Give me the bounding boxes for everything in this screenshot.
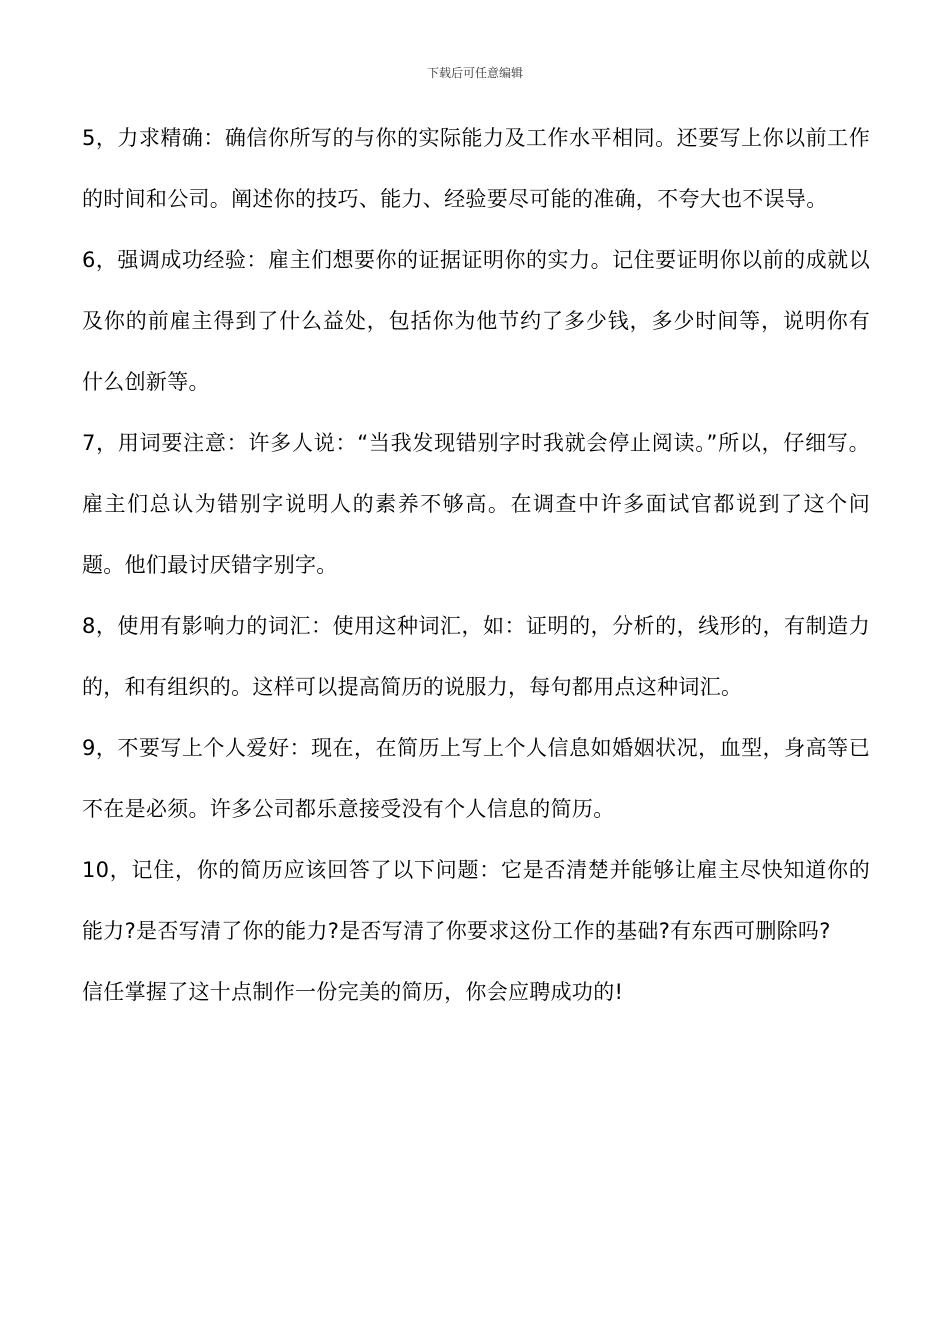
paragraph-tip-7: 7，用词要注意：许多人说：“当我发现错别字时我就会停止阅读。”所以，仔细写。雇主们总认为错别字说明人的素养不够高。在调查中许多面试官都说到了这个问题。他们最讨厌错字别字。 [82, 431, 870, 577]
document-body [82, 108, 870, 1023]
paragraph-tip-10: 10，记住，你的简历应该回答了以下问题：它是否清楚并能够让雇主尽快知道你的能力?是否写清了你的能力?是否写清了你要求这份工作的基础?有东西可删除吗? [82, 858, 870, 943]
paragraph-tip-5: 5，力求精确：确信你所写的与你的实际能力及工作水平相同。还要写上你以前工作的时间和公司。阐述你的技巧、能力、经验要尽可能的准确，不夸大也不误导。 [82, 126, 870, 211]
paragraph-tip-9: 9，不要写上个人爱好：现在，在简历上写上个人信息如婚姻状况，血型，身高等已不在是必须。许多公司都乐意接受没有个人信息的简历。 [82, 736, 870, 821]
paragraph-conclusion: 信任掌握了这十点制作一份完美的简历，你会应聘成功的! [82, 980, 624, 1004]
paragraph-tip-8: 8，使用有影响力的词汇：使用这种词汇，如：证明的，分析的，线形的，有制造力的，和有组织的。这样可以提高简历的说服力，每句都用点这种词汇。 [82, 614, 870, 699]
paragraph-tip-6: 6，强调成功经验：雇主们想要你的证据证明你的实力。记住要证明你以前的成就以及你的前雇主得到了什么益处，包括你为他节约了多少钱，多少时间等，说明你有什么创新等。 [82, 248, 870, 394]
page-header: 下载后可任意编辑 [426, 66, 523, 80]
